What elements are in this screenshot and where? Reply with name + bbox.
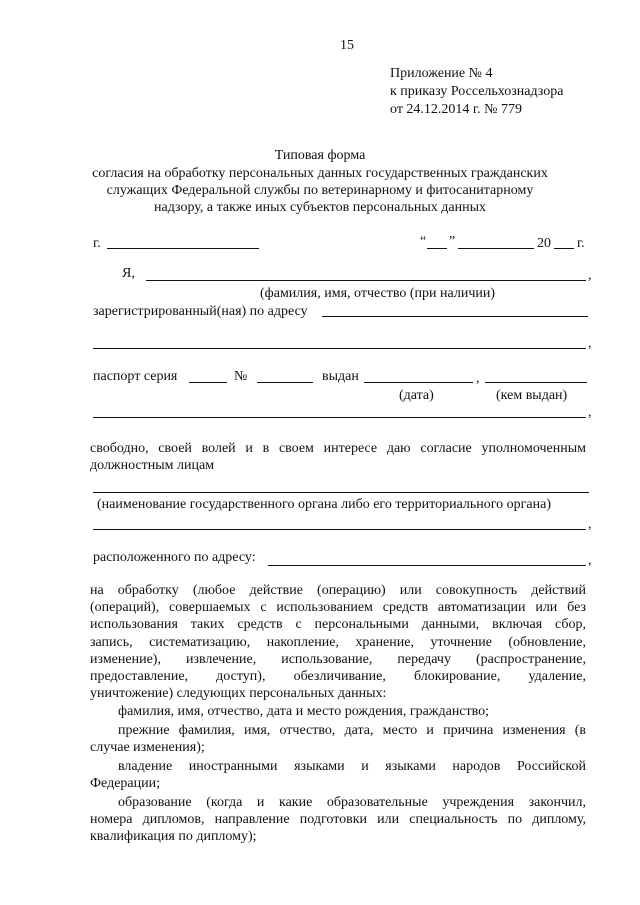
agency-field-2[interactable] [93,529,586,530]
p1-line-4: запись, систематизацию, накопление, хранение, уточнение (обновление, [90,635,586,650]
appendix-line-2: к приказу Россельхознадзора [390,84,564,99]
located-comma: , [588,553,592,568]
address-comma: , [588,336,592,351]
issued-comma: , [476,371,480,386]
page-number: 15 [340,38,354,53]
date-year-field[interactable] [554,248,574,249]
issue-date-field[interactable] [364,382,473,383]
date-close-quote: ” [449,234,456,249]
issued-by-comma: , [588,405,592,420]
located-label: расположенного по адресу: [93,550,256,565]
title-line-1: Типовая форма [274,148,366,163]
consent-line-1: свободно, своей волей и в своем интересе даю согласие уполномоченным [90,441,586,456]
city-field[interactable] [107,248,259,249]
date-day-field[interactable] [427,248,447,249]
issued-by-field[interactable] [485,382,587,383]
agency-field[interactable] [93,492,589,493]
agency-comma: , [588,517,592,532]
i-label: Я, [122,266,135,281]
located-address-field[interactable] [268,565,586,566]
item-1: фамилия, имя, отчество, дата и место рождения, гражданство; [118,704,490,719]
passport-series-field[interactable] [189,382,227,383]
title-line-4: надзору, а также иных субъектов персональных данных [154,200,486,215]
date-month-field[interactable] [458,248,534,249]
title-line-2: согласия на обработку персональных данных государственных гражданских [92,166,548,181]
item-3-line-1: владение иностранными языками и языками народов Российской [118,759,586,774]
item-4-line-3: квалификация по диплому); [90,829,257,844]
date-caption: (дата) [399,388,434,403]
issued-by-field-2[interactable] [93,417,586,418]
fio-caption: (фамилия, имя, отчество (при наличии) [260,286,496,301]
date-century: 20 [537,236,551,251]
issued-by-caption: (кем выдан) [496,388,568,403]
p1-line-2: (операций), совершаемых с использованием средств автоматизации или без [90,600,586,615]
item-4-line-1: образование (когда и какие образовательные учреждения закончил, [118,795,586,810]
agency-caption: (наименование государственного органа либо его территориального органа) [97,497,551,512]
date-suffix: г. [577,236,585,251]
title-line-3: служащих Федеральной службы по ветеринарному и фитосанитарному [106,183,534,198]
item-2-line-1: прежние фамилия, имя, отчество, дата, место и причина изменения (в [118,723,586,738]
appendix-line-1: Приложение № 4 [390,66,493,81]
date-open-quote: “ [420,234,427,249]
p1-line-5: изменение), извлечение, использование, передачу (распространение, [90,652,586,667]
appendix-line-3: от 24.12.2014 г. № 779 [390,102,522,117]
fio-comma: , [588,268,592,283]
p1-line-7: уничтожение) следующих персональных данных: [90,686,387,701]
item-4-line-2: номера дипломов, направление подготовки или специальность по диплому, [90,812,586,827]
registered-label: зарегистрированный(ная) по адресу [93,304,308,319]
p1-line-1: на обработку (любое действие (операцию) или совокупность действий [90,583,586,598]
passport-series-label: паспорт серия [93,369,178,384]
address-field-2[interactable] [93,348,586,349]
city-prefix: г. [93,236,101,251]
p1-line-6: предоставление, доступ), обезличивание, блокирование, удаление, [90,669,586,684]
issued-label: выдан [322,369,359,384]
address-field-1[interactable] [322,316,588,317]
passport-number-label: № [234,369,248,384]
item-2-line-2: случае изменения); [90,740,205,755]
fio-field[interactable] [146,280,586,281]
p1-line-3: использования таких средств с персональными данными, включая сбор, [90,617,586,632]
consent-line-2: должностным лицам [90,458,215,473]
item-3-line-2: Федерации; [90,776,161,791]
passport-number-field[interactable] [257,382,313,383]
